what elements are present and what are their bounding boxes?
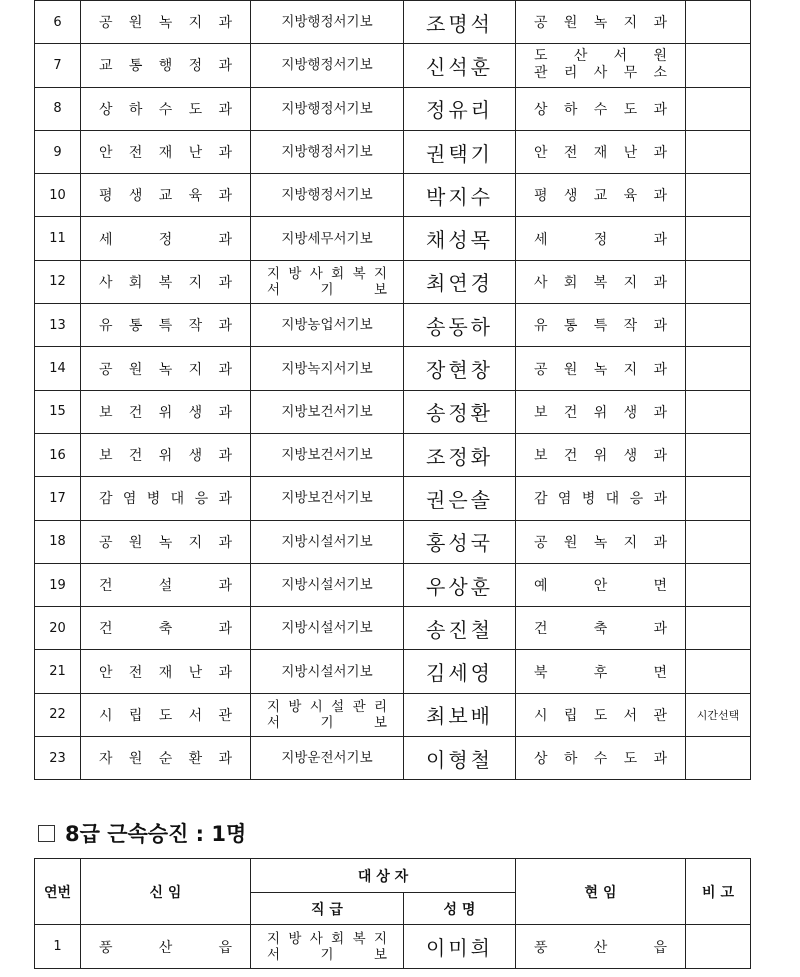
note-cell — [686, 217, 751, 260]
table-row — [35, 477, 751, 520]
name-cell: 송정환 — [404, 390, 516, 433]
row-number: 21 — [35, 650, 81, 693]
current-post-cell — [516, 1, 686, 44]
grade-text: 지 방 시 설 관 리 서 기 보 — [267, 698, 387, 731]
name-cell: 조명석 — [404, 1, 516, 44]
name-cell: 권은솔 — [404, 477, 516, 520]
current-post-text: 공 원 녹 지 과 — [534, 534, 667, 551]
grade-cell — [251, 217, 404, 260]
name-cell: 송동하 — [404, 304, 516, 347]
current-post-text: 평 생 교 육 과 — [534, 188, 667, 205]
current-post-cell — [516, 260, 686, 303]
new-post-cell — [81, 693, 251, 736]
table-row — [35, 693, 751, 736]
new-post-text: 보 건 위 생 과 — [99, 448, 232, 465]
current-post-cell — [516, 347, 686, 390]
name-cell: 홍성국 — [404, 520, 516, 563]
new-post-text: 안 전 재 난 과 — [99, 664, 232, 681]
grade-text: 지방녹지서기보 — [281, 360, 373, 377]
grade-cell — [251, 563, 404, 606]
current-post-text: 도 산 서 원 관 리 사 무 소 — [534, 48, 667, 82]
note-cell — [686, 650, 751, 693]
current-post-cell — [516, 563, 686, 606]
new-post-cell — [81, 87, 251, 130]
new-post-text: 공 원 녹 지 과 — [99, 361, 232, 378]
note-cell — [686, 563, 751, 606]
name-cell: 장현창 — [404, 347, 516, 390]
row-number: 16 — [35, 433, 81, 476]
current-post-cell — [516, 477, 686, 520]
grade-cell — [251, 87, 404, 130]
seniority-promotion-table — [34, 858, 751, 969]
grade-cell — [251, 925, 404, 969]
new-post-cell — [81, 563, 251, 606]
row-number: 12 — [35, 260, 81, 303]
table-row — [35, 520, 751, 563]
new-post-cell — [81, 607, 251, 650]
table-row — [35, 87, 751, 130]
current-post-text: 예 안 면 — [534, 578, 667, 594]
table-row — [35, 260, 751, 303]
grade-cell — [251, 260, 404, 303]
checkbox-square-icon — [38, 825, 55, 842]
current-post-text: 시 립 도 서 관 — [534, 707, 667, 724]
row-number: 22 — [35, 693, 81, 736]
table-row — [35, 607, 751, 650]
grade-text: 지 방 사 회 복 지 서 기 보 — [267, 930, 387, 963]
new-post-cell — [81, 304, 251, 347]
grade-cell — [251, 130, 404, 173]
row-number: 14 — [35, 347, 81, 390]
current-post-text: 풍 산 읍 — [534, 939, 668, 956]
current-post-cell — [516, 130, 686, 173]
note-cell — [686, 174, 751, 217]
new-post-cell — [81, 520, 251, 563]
row-number: 15 — [35, 390, 81, 433]
note-cell — [686, 130, 751, 173]
note-cell — [686, 737, 751, 780]
grade-cell — [251, 304, 404, 347]
header-current-post: 현 임 — [516, 859, 686, 925]
name-cell: 최보배 — [404, 693, 516, 736]
current-post-cell — [516, 650, 686, 693]
note-cell — [686, 607, 751, 650]
table-row — [35, 217, 751, 260]
grade-text: 지방행정서기보 — [281, 14, 373, 31]
row-number: 10 — [35, 174, 81, 217]
grade-text: 지방보건서기보 — [281, 403, 373, 420]
grade-text: 지방보건서기보 — [281, 447, 373, 464]
current-post-cell — [516, 174, 686, 217]
grade-cell — [251, 520, 404, 563]
new-post-text: 건 설 과 — [99, 578, 232, 594]
grade-cell — [251, 347, 404, 390]
new-post-text: 풍 산 읍 — [99, 939, 232, 956]
grade-text: 지방세무서기보 — [281, 230, 373, 247]
grade-text: 지방행정서기보 — [281, 100, 373, 117]
current-post-cell — [516, 87, 686, 130]
table-row — [35, 433, 751, 476]
grade-text: 지방시설서기보 — [281, 577, 373, 593]
name-cell: 최연경 — [404, 260, 516, 303]
name-cell: 박지수 — [404, 174, 516, 217]
name-cell: 조정화 — [404, 433, 516, 476]
grade-text: 지방시설서기보 — [281, 533, 373, 550]
table-row — [35, 925, 751, 969]
current-post-text: 유 통 특 작 과 — [534, 318, 667, 335]
current-post-text: 보 건 위 생 과 — [534, 448, 667, 465]
new-post-cell — [81, 737, 251, 780]
name-cell: 권택기 — [404, 130, 516, 173]
grade-cell — [251, 693, 404, 736]
grade-cell — [251, 477, 404, 520]
name-cell: 이미희 — [404, 925, 516, 969]
table-row — [35, 304, 751, 347]
new-post-text: 건 축 과 — [99, 621, 232, 638]
current-post-text: 보 건 위 생 과 — [534, 404, 667, 421]
grade-text: 지방시설서기보 — [281, 663, 373, 680]
row-number: 9 — [35, 130, 81, 173]
table-row — [35, 650, 751, 693]
grade-cell — [251, 174, 404, 217]
row-number: 8 — [35, 87, 81, 130]
new-post-cell — [81, 477, 251, 520]
new-post-text: 평 생 교 육 과 — [99, 188, 232, 205]
current-post-text: 사 회 복 지 과 — [534, 274, 667, 291]
current-post-text: 공 원 녹 지 과 — [534, 15, 667, 32]
grade-cell — [251, 433, 404, 476]
grade-text: 지방시설서기보 — [281, 620, 373, 637]
current-post-text: 상 하 수 도 과 — [534, 751, 667, 768]
section-title: 8급 근속승진 : 1명 — [65, 822, 247, 846]
note-cell — [686, 925, 751, 969]
grade-cell — [251, 390, 404, 433]
current-post-text: 안 전 재 난 과 — [534, 145, 667, 162]
grade-text: 지 방 사 회 복 지 서 기 보 — [267, 265, 387, 298]
new-post-text: 유 통 특 작 과 — [99, 318, 232, 335]
table-row — [35, 44, 751, 87]
current-post-cell — [516, 520, 686, 563]
row-number: 11 — [35, 217, 81, 260]
note-cell: 시간선택 — [686, 693, 751, 736]
current-post-cell — [516, 925, 686, 969]
header-name: 성 명 — [404, 893, 516, 925]
current-post-cell — [516, 433, 686, 476]
table-row — [35, 174, 751, 217]
table-row — [35, 347, 751, 390]
note-cell — [686, 477, 751, 520]
current-post-text: 상 하 수 도 과 — [534, 101, 667, 118]
new-post-cell — [81, 44, 251, 87]
row-number: 13 — [35, 304, 81, 347]
note-cell — [686, 87, 751, 130]
row-number: 6 — [35, 1, 81, 44]
grade-text: 지방행정서기보 — [281, 187, 373, 204]
note-cell — [686, 304, 751, 347]
promotion-table — [34, 0, 751, 780]
new-post-cell — [81, 260, 251, 303]
note-cell — [686, 390, 751, 433]
header-new-post: 신 임 — [81, 859, 251, 925]
current-post-cell — [516, 44, 686, 87]
new-post-cell — [81, 390, 251, 433]
grade-text: 지방운전서기보 — [281, 750, 373, 767]
new-post-text: 보 건 위 생 과 — [99, 404, 232, 421]
row-number: 20 — [35, 607, 81, 650]
new-post-text: 시 립 도 서 관 — [99, 707, 232, 724]
section-heading — [38, 818, 246, 848]
current-post-cell — [516, 304, 686, 347]
new-post-cell — [81, 217, 251, 260]
current-post-text: 감 염 병 대 응 과 — [534, 491, 667, 508]
current-post-text: 세 정 과 — [534, 231, 667, 248]
new-post-text: 공 원 녹 지 과 — [99, 534, 232, 551]
new-post-cell — [81, 347, 251, 390]
new-post-text: 공 원 녹 지 과 — [99, 15, 232, 32]
new-post-cell — [81, 174, 251, 217]
note-cell — [686, 520, 751, 563]
table-row — [35, 390, 751, 433]
new-post-text: 교 통 행 정 과 — [99, 58, 232, 75]
row-number: 23 — [35, 737, 81, 780]
note-cell — [686, 260, 751, 303]
table-row — [35, 737, 751, 780]
current-post-cell — [516, 217, 686, 260]
row-number: 1 — [35, 925, 81, 969]
header-target: 대 상 자 — [251, 859, 516, 893]
new-post-cell — [81, 650, 251, 693]
table-row — [35, 563, 751, 606]
grade-cell — [251, 44, 404, 87]
row-number: 19 — [35, 563, 81, 606]
note-cell — [686, 1, 751, 44]
grade-text: 지방농업서기보 — [281, 317, 373, 334]
grade-text: 지방행정서기보 — [281, 57, 373, 74]
name-cell: 우상훈 — [404, 563, 516, 606]
current-post-text: 북 후 면 — [534, 664, 667, 681]
name-cell: 김세영 — [404, 650, 516, 693]
grade-cell — [251, 607, 404, 650]
current-post-text: 건 축 과 — [534, 621, 667, 638]
new-post-cell — [81, 130, 251, 173]
note-cell — [686, 347, 751, 390]
current-post-cell — [516, 693, 686, 736]
name-cell: 신석훈 — [404, 44, 516, 87]
note-cell — [686, 433, 751, 476]
grade-cell — [251, 737, 404, 780]
new-post-cell — [81, 925, 251, 969]
new-post-text: 감 염 병 대 응 과 — [99, 491, 232, 508]
note-cell — [686, 44, 751, 87]
header-note: 비 고 — [686, 859, 751, 925]
new-post-text: 상 하 수 도 과 — [99, 101, 232, 118]
current-post-cell — [516, 390, 686, 433]
current-post-cell — [516, 737, 686, 780]
row-number: 17 — [35, 477, 81, 520]
row-number: 18 — [35, 520, 81, 563]
new-post-cell — [81, 433, 251, 476]
name-cell: 이형철 — [404, 737, 516, 780]
current-post-cell — [516, 607, 686, 650]
table-row — [35, 130, 751, 173]
new-post-text: 사 회 복 지 과 — [99, 274, 232, 291]
new-post-text: 세 정 과 — [99, 231, 232, 248]
header-grade: 직 급 — [251, 893, 404, 925]
new-post-text: 안 전 재 난 과 — [99, 145, 232, 162]
new-post-cell — [81, 1, 251, 44]
table-row — [35, 1, 751, 44]
grade-cell — [251, 650, 404, 693]
current-post-text: 공 원 녹 지 과 — [534, 361, 667, 378]
grade-cell — [251, 1, 404, 44]
row-number: 7 — [35, 44, 81, 87]
header-no: 연번 — [35, 859, 81, 925]
name-cell: 채성목 — [404, 217, 516, 260]
name-cell: 정유리 — [404, 87, 516, 130]
name-cell: 송진철 — [404, 607, 516, 650]
new-post-text: 자 원 순 환 과 — [99, 751, 232, 768]
grade-text: 지방행정서기보 — [281, 144, 373, 161]
grade-text: 지방보건서기보 — [281, 490, 373, 507]
